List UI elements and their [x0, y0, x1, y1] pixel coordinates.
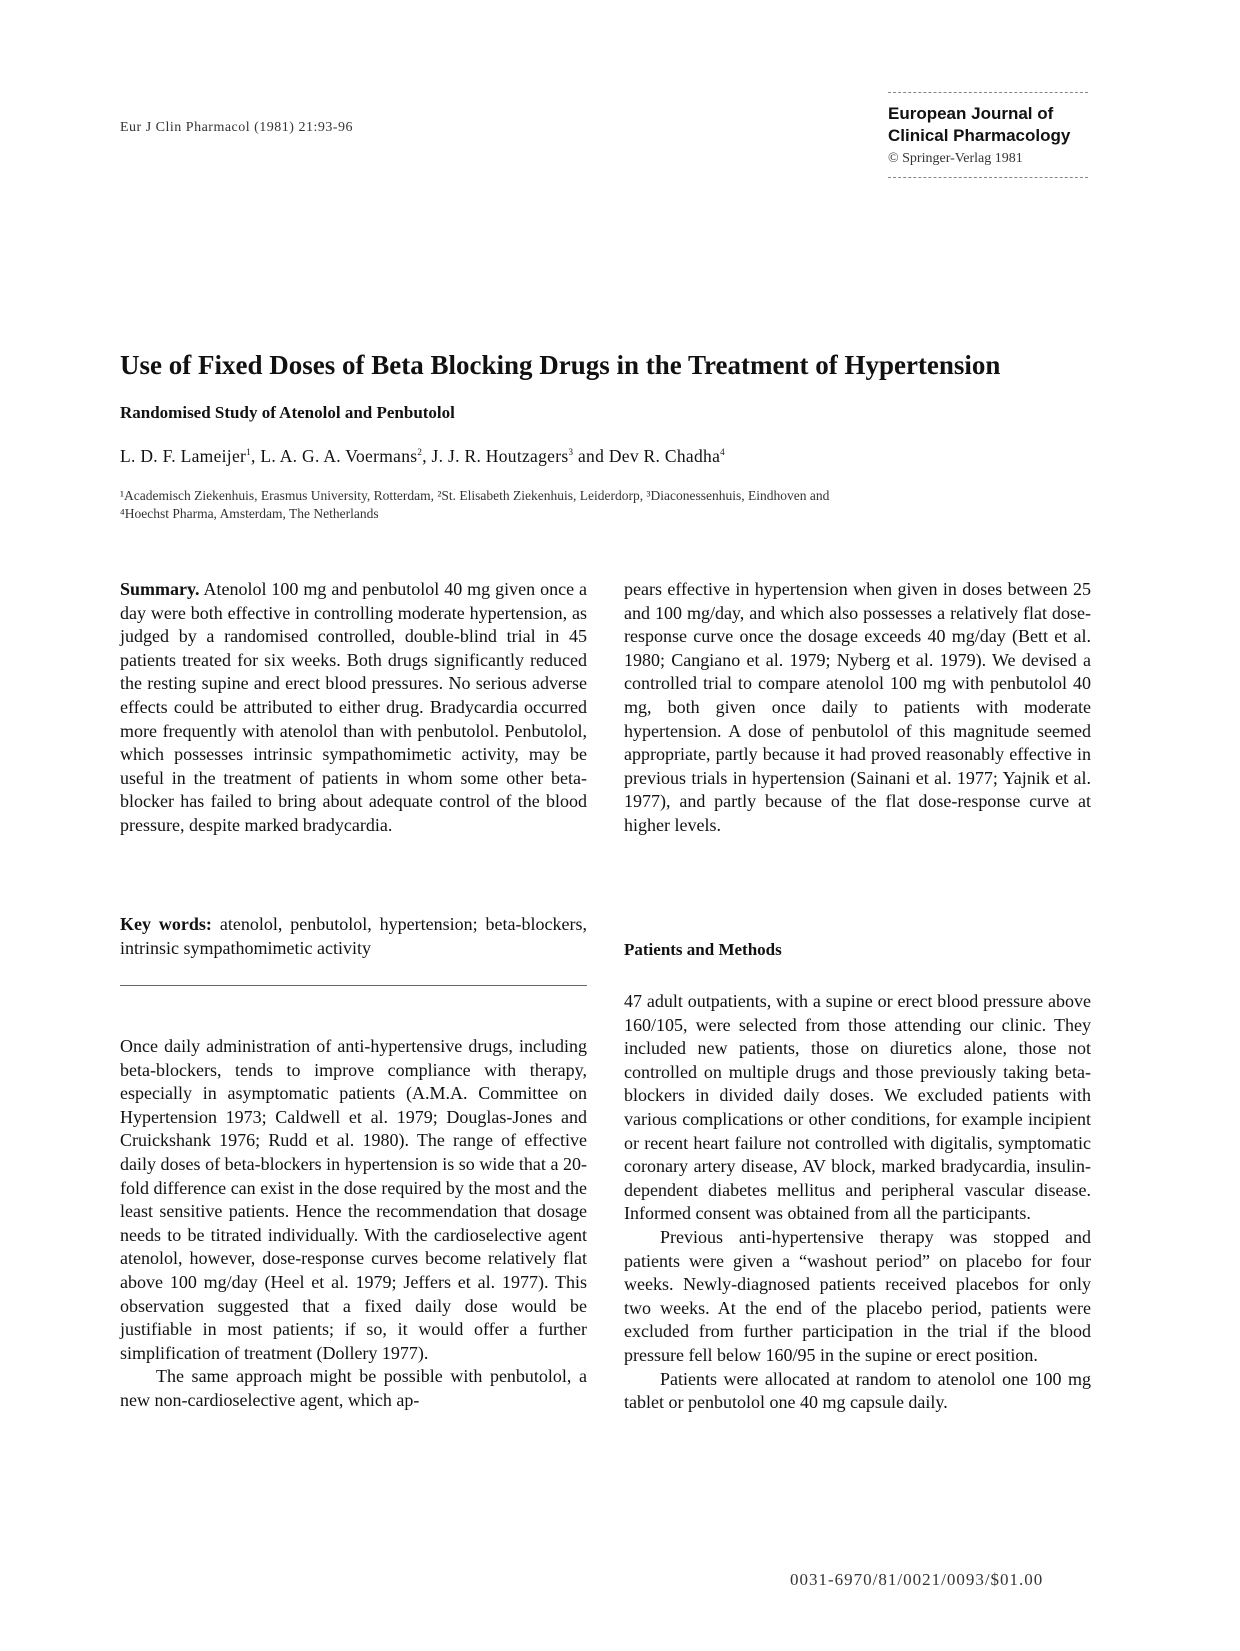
author-name: Dev R. Chadha — [608, 446, 721, 466]
author-separator: and — [573, 446, 609, 466]
author-separator: , — [250, 446, 261, 466]
article-title: Use of Fixed Doses of Beta Blocking Drugs in the Treatment of Hypertension — [120, 350, 1001, 380]
intro-continuation-paragraph: pears effective in hypertension when given in doses between 25 and 100 mg/day, and which also possesses a relatively flat dose-response curve once the dosage exceeds 40 mg/day (Bett et al. 1980; Cangiano et al. 1979; Nyberg et al. 1979). We devised a controlled trial to compare atenolol 100 mg with penbutolol 40 mg, both given once daily to patients with moderate hypertension. A dose of penbutolol of this magnitude seemed appropriate, partly because it had proved reasonably effective in previous trials in hypertension (Sainani et al. 1977; Yajnik et al. 1977), and partly because of the flat dose-response curve at higher levels. — [624, 579, 1091, 835]
intro-paragraph: Once daily administration of anti-hypertensive drugs, including beta-blockers, tends to improve compliance with therapy, especially in asymptomatic patients (A.M.A. Committee on Hypertension 1973; Caldwell et al. 1979; Douglas-Jones and Cruickshank 1976; Rudd et al. 1980). The range of effective daily doses of beta-blockers in hypertension is so wide that a 20-fold difference can exist in the dose required by the most and the least sensitive patients. Hence the recommendation that dosage needs to be titrated individually. With the cardioselective agent atenolol, however, dose-response curves become relatively flat above 100 mg/day (Heel et al. 1979; Jeffers et al. 1977). This observation suggested that a fixed daily dose would be justifiable in most patients; if so, it would offer a further simplification of treatment (Dollery 1977). — [120, 1036, 587, 1363]
author-separator: , — [422, 446, 432, 466]
abstract-divider — [120, 985, 587, 986]
affiliations-line: ⁴Hoechst Pharma, Amsterdam, The Netherlands — [120, 506, 379, 521]
masthead-top-rule — [888, 92, 1088, 93]
methods-paragraph: 47 adult outpatients, with a supine or erect blood pressure above 160/105, were selected from those attending our clinic. They included new patients, those on diuretics alone, those not controlled on multiple drugs and those previously taking beta-blockers in divided daily doses. We excluded patients with various complications or other conditions, for example incipient or recent heart failure not controlled with digitalis, symptomatic coronary artery disease, AV block, marked bradycardia, insulin-dependent diabetes mellitus and peripheral vascular disease. Informed consent was obtained from all the participants. — [624, 991, 1091, 1224]
author-name: L. A. G. A. Voermans — [260, 446, 418, 466]
affiliation-mark: 3 — [568, 447, 574, 458]
summary-label: Summary. — [120, 579, 200, 599]
publisher-copyright: © Springer-Verlag 1981 — [888, 151, 1023, 166]
keywords-text: atenolol, penbutolol, hypertension; beta-blockers, intrinsic sympathomimetic activity — [120, 914, 588, 958]
journal-name-line2: Clinical Pharmacology — [888, 126, 1071, 145]
journal-citation: Eur J Clin Pharmacol (1981) 21:93-96 — [120, 120, 354, 135]
masthead-bottom-rule — [888, 177, 1088, 178]
author-name: L. D. F. Lameijer — [120, 446, 247, 466]
author-affiliations — [120, 487, 1100, 523]
journal-masthead — [888, 92, 1088, 178]
article-subtitle: Randomised Study of Atenolol and Penbutolol — [120, 403, 455, 422]
summary-text: Atenolol 100 mg and penbutolol 40 mg given once a day were both effective in controlling moderate hypertension, as judged by a randomised controlled, double-blind trial in 45 patients treated for six weeks. Both drugs significantly reduced the resting supine and erect blood pressures. No serious adverse effects could be attributed to either drug. Bradycardia occurred more frequently with atenolol than with penbutolol. Penbutolol, which possesses intrinsic sympathomimetic activity, may be useful in the treatment of patients in whom some other beta-blocker has failed to bring about adequate control of the blood pressure, despite marked bradycardia. — [120, 579, 587, 835]
affiliation-mark: 1 — [246, 447, 251, 458]
introduction-body — [120, 1035, 587, 1413]
methods-paragraph: Previous anti-hypertensive therapy was stopped and patients were given a “washout period” on placebo for four weeks. Newly-diagnosed patients received placebos for only two weeks. At the end of the placebo period, patients were excluded from further participation in the trial if the blood pressure fell below 160/95 in the supine or erect position. — [624, 1226, 1091, 1365]
methods-body — [624, 990, 1091, 1415]
article-code-footer: 0031-6970/81/0021/0093/$01.00 — [790, 1570, 1044, 1589]
affiliations-line: ¹Academisch Ziekenhuis, Erasmus University, Rotterdam, ²St. Elisabeth Ziekenhuis, Leiderdorp, ³Diaconessenhuis, Eindhoven and — [120, 488, 830, 503]
affiliation-mark: 4 — [720, 447, 725, 458]
methods-paragraph: Patients were allocated at random to atenolol one 100 mg tablet or penbutolol one 40 mg capsule daily. — [624, 1368, 1091, 1413]
affiliation-mark: 2 — [417, 447, 423, 458]
keywords-label: Key words: — [120, 914, 212, 934]
intro-continuation — [624, 578, 1091, 838]
journal-name — [888, 103, 1088, 147]
summary-abstract — [120, 578, 587, 838]
journal-name-line1: European Journal of — [888, 104, 1054, 123]
author-list — [120, 446, 725, 467]
intro-paragraph: The same approach might be possible with penbutolol, a new non-cardioselective agent, which ap- — [120, 1366, 587, 1410]
author-name: J. J. R. Houtzagers — [431, 446, 569, 466]
keywords-block — [120, 913, 587, 960]
section-heading-patients-methods: Patients and Methods — [624, 940, 782, 959]
